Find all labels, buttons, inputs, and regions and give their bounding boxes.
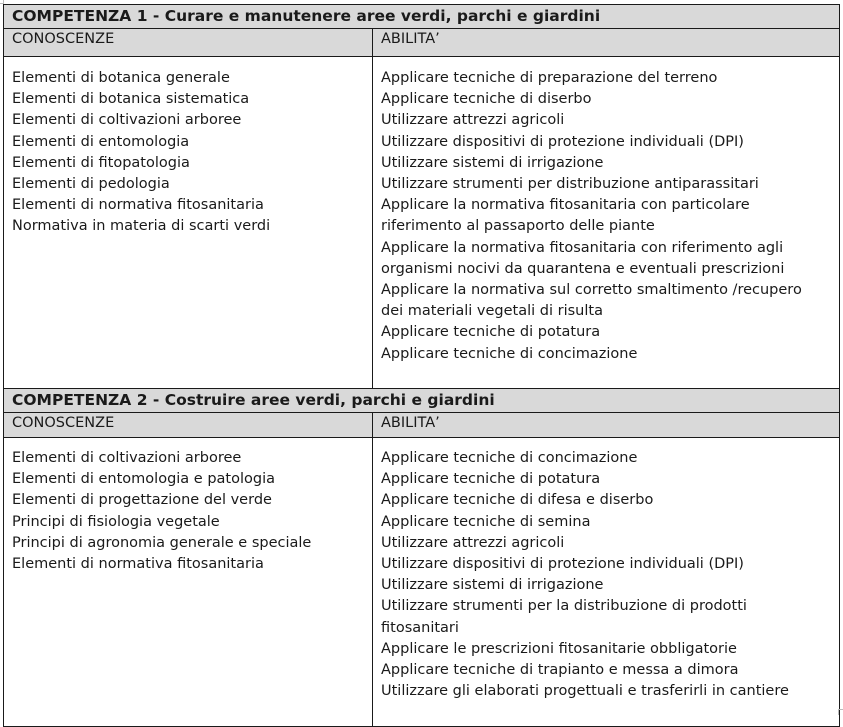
- list-item: Elementi di pedologia: [12, 176, 170, 193]
- competenze-table: [3, 4, 840, 727]
- section-1-body-row: [4, 57, 840, 389]
- list-item: Applicare tecniche di difesa e diserbo: [381, 492, 654, 509]
- list-item: Elementi di botanica generale: [12, 70, 230, 86]
- list-item: Utilizzare attrezzi agricoli: [381, 534, 565, 551]
- section-1-abilita-header: ABILITA’: [373, 29, 840, 57]
- list-item: Applicare tecniche di concimazione: [381, 450, 638, 466]
- list-item: Utilizzare sistemi di irrigazione: [381, 154, 604, 171]
- section-2-title: COMPETENZA 2 - Costruire aree verdi, parchi e giardini: [4, 389, 840, 413]
- section-1-title-row: [4, 5, 840, 29]
- section-1-conoscenze-header: CONOSCENZE: [4, 29, 373, 57]
- list-item: Elementi di normativa fitosanitaria: [12, 556, 264, 573]
- section-2-abilita-header: ABILITA’: [373, 413, 840, 438]
- list-item: riferimento al passaporto delle piante: [381, 218, 655, 235]
- list-item: Elementi di coltivazioni arboree: [12, 112, 242, 129]
- list-item: fitosanitari: [381, 619, 459, 636]
- section-1-title: COMPETENZA 1 - Curare e manutenere aree verdi, parchi e giardini: [4, 5, 840, 29]
- list-item: Applicare la normativa sul corretto smaltimento /recupero: [381, 282, 802, 299]
- list-item: Elementi di entomologia e patologia: [12, 471, 275, 488]
- page-corner-mark: [838, 709, 843, 715]
- list-item: Utilizzare strumenti per la distribuzione di prodotti: [381, 598, 747, 615]
- list-item: Normativa in materia di scarti verdi: [12, 218, 271, 235]
- list-item: dei materiali vegetali di risulta: [381, 303, 603, 320]
- list-item: Utilizzare strumenti per distribuzione antiparassitari: [381, 176, 759, 193]
- list-item: Elementi di entomologia: [12, 133, 190, 150]
- list-item: Elementi di progettazione del verde: [12, 492, 272, 509]
- list-item: Utilizzare dispositivi di protezione individuali (DPI): [381, 133, 744, 150]
- list-item: Elementi di normativa fitosanitaria: [12, 197, 264, 214]
- list-item: Applicare tecniche di diserbo: [381, 91, 592, 108]
- section-2-body-row: [4, 438, 840, 727]
- list-item: Applicare tecniche di preparazione del terreno: [381, 70, 718, 86]
- list-item: Applicare tecniche di potatura: [381, 324, 601, 341]
- list-item: Applicare la normativa fitosanitaria con riferimento agli: [381, 239, 784, 256]
- list-item: Utilizzare attrezzi agricoli: [381, 112, 565, 129]
- list-item: Applicare tecniche di concimazione: [381, 345, 638, 362]
- section-2-conoscenze-header: CONOSCENZE: [4, 413, 373, 438]
- list-item: Utilizzare gli elaborati progettuali e trasferirli in cantiere: [381, 683, 789, 700]
- list-item: Utilizzare sistemi di irrigazione: [381, 577, 604, 594]
- section-2-header-row: [4, 413, 840, 438]
- list-item: Utilizzare dispositivi di protezione individuali (DPI): [381, 556, 744, 573]
- section-1-abilita-list: [373, 57, 840, 389]
- list-item: Elementi di fitopatologia: [12, 154, 190, 171]
- section-2-abilita-list: [373, 438, 840, 727]
- list-item: organismi nocivi da quarantena e eventuali prescrizioni: [381, 260, 785, 277]
- section-1-header-row: [4, 29, 840, 57]
- list-item: Principi di agronomia generale e speciale: [12, 534, 312, 551]
- list-item: Applicare tecniche di trapianto e messa a dimora: [381, 662, 739, 679]
- list-item: Applicare tecniche di semina: [381, 513, 591, 530]
- list-item: Elementi di botanica sistematica: [12, 91, 250, 108]
- list-item: Applicare le prescrizioni fitosanitarie obbligatorie: [381, 640, 737, 657]
- section-2-conoscenze-list: [4, 438, 373, 727]
- list-item: Applicare la normativa fitosanitaria con particolare: [381, 197, 750, 214]
- section-2-title-row: [4, 389, 840, 413]
- section-1-conoscenze-list: [4, 57, 373, 389]
- list-item: Applicare tecniche di potatura: [381, 471, 601, 488]
- list-item: Elementi di coltivazioni arboree: [12, 450, 242, 466]
- list-item: Principi di fisiologia vegetale: [12, 513, 220, 530]
